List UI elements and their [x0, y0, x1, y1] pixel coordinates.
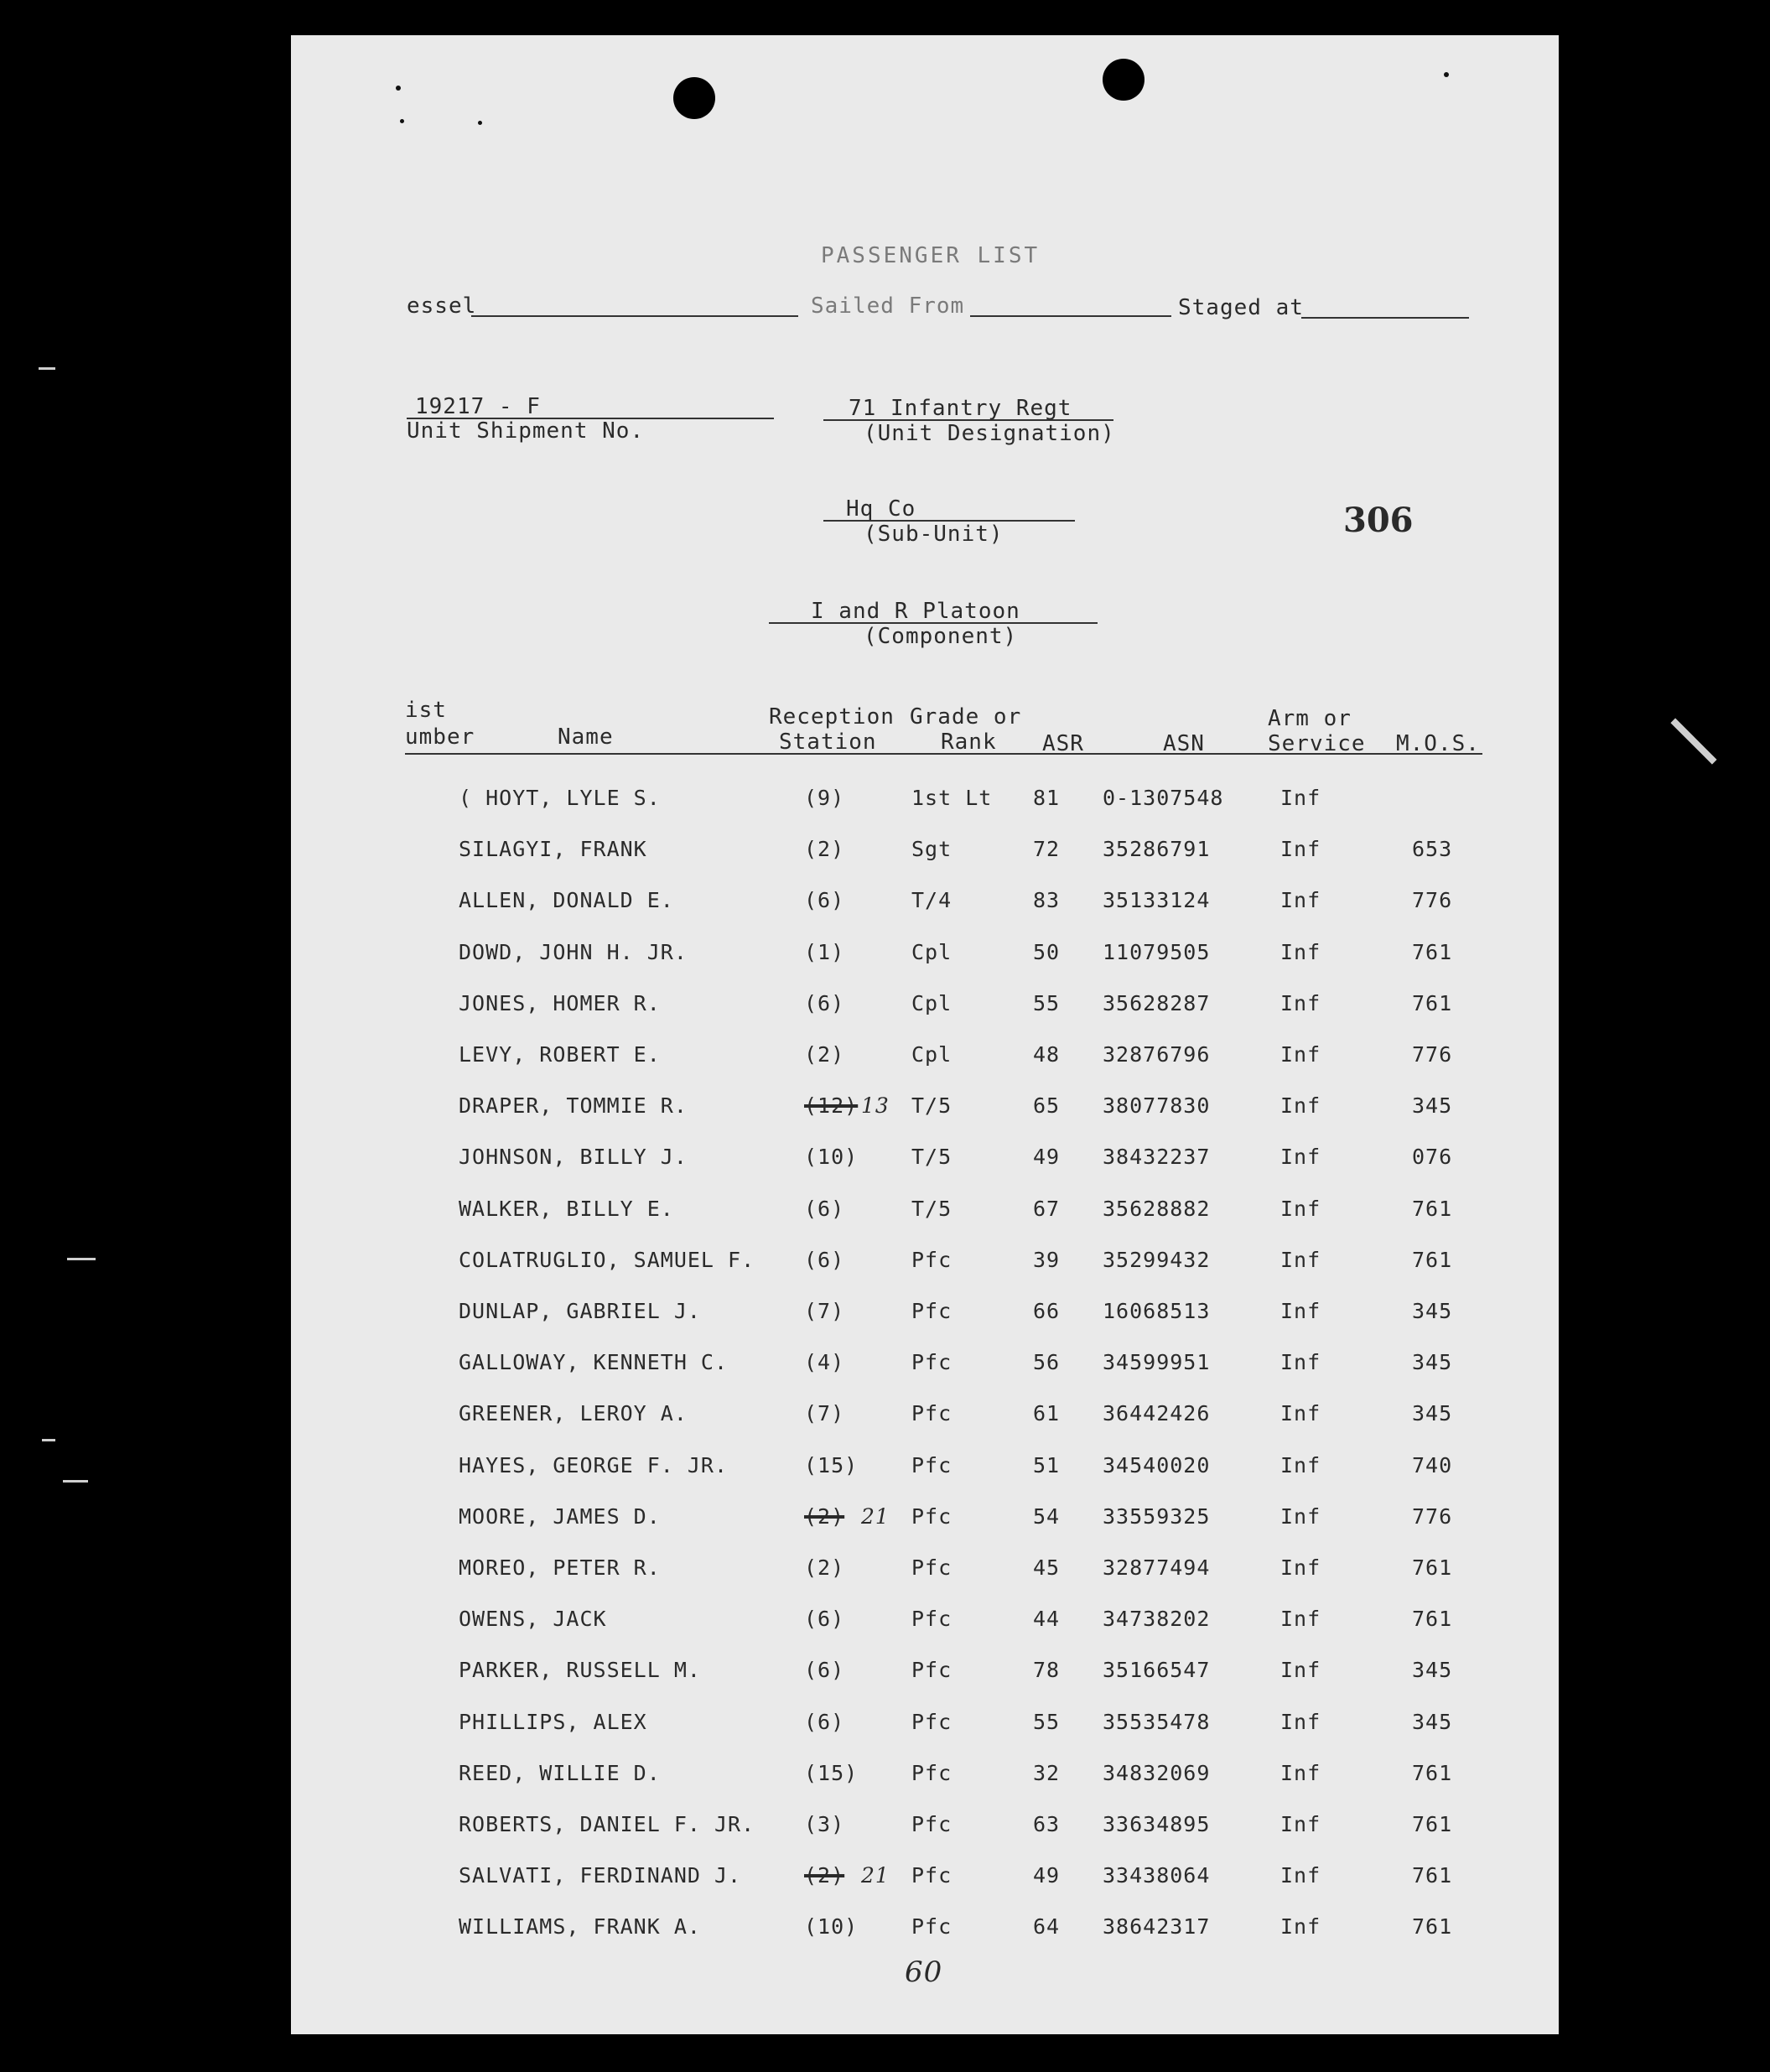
roster-station: (6) [804, 1607, 845, 1631]
roster-arm: Inf [1280, 1607, 1321, 1631]
roster-name: MOREO, PETER R. [459, 1555, 661, 1580]
unit-shipment-value: 19217 - F [415, 394, 541, 419]
roster-asr: 32 [1033, 1761, 1061, 1785]
roster-arm: Inf [1280, 786, 1321, 810]
table-row [291, 1042, 1559, 1076]
roster-arm: Inf [1280, 1145, 1321, 1169]
roster-name: ALLEN, DONALD E. [459, 888, 674, 912]
roster-asn: 35166547 [1103, 1658, 1211, 1682]
roster-station: (2) [804, 1555, 845, 1580]
roster-station: (12) [804, 1093, 859, 1118]
roster-asn: 38642317 [1103, 1914, 1211, 1939]
roster-arm: Inf [1280, 1248, 1321, 1272]
sailed-from-label: Sailed From [811, 293, 965, 319]
table-row [291, 1401, 1559, 1435]
roster-asr: 39 [1033, 1248, 1061, 1272]
roster-asr: 64 [1033, 1914, 1061, 1939]
roster-name: COLATRUGLIO, SAMUEL F. [459, 1248, 755, 1272]
table-row [291, 888, 1559, 922]
roster-grade: Pfc [911, 1863, 952, 1888]
roster-mos: 761 [1412, 1914, 1453, 1939]
roster-asn: 35628287 [1103, 991, 1211, 1015]
roster-asr: 61 [1033, 1401, 1061, 1425]
roster-mos: 761 [1412, 1248, 1453, 1272]
roster-arm: Inf [1280, 1710, 1321, 1734]
roster-mos: 345 [1412, 1299, 1453, 1323]
roster-name: ROBERTS, DANIEL F. JR. [459, 1812, 755, 1836]
roster-station: (7) [804, 1401, 845, 1425]
roster-station: (2) [804, 1042, 845, 1067]
header-list-number-2: umber [405, 724, 475, 750]
table-row [291, 1093, 1559, 1127]
roster-grade: Pfc [911, 1607, 952, 1631]
roster-asn: 0-1307548 [1103, 786, 1224, 810]
roster-mos: 761 [1412, 1863, 1453, 1888]
roster-arm: Inf [1280, 1401, 1321, 1425]
roster-arm: Inf [1280, 1453, 1321, 1477]
roster-arm: Inf [1280, 1093, 1321, 1118]
roster-grade: Pfc [911, 1401, 952, 1425]
roster-name: GALLOWAY, KENNETH C. [459, 1350, 729, 1374]
table-row [291, 991, 1559, 1025]
unit-shipment-label: Unit Shipment No. [407, 418, 645, 444]
roster-station: (6) [804, 1710, 845, 1734]
roster-station: (6) [804, 1197, 845, 1221]
roster-grade: T/5 [911, 1093, 952, 1118]
roster-asr: 72 [1033, 837, 1061, 861]
table-row [291, 837, 1559, 870]
roster-asn: 33559325 [1103, 1504, 1211, 1529]
roster-arm: Inf [1280, 1504, 1321, 1529]
roster-station: (4) [804, 1350, 845, 1374]
roster-name: DUNLAP, GABRIEL J. [459, 1299, 701, 1323]
table-row [291, 786, 1559, 819]
roster-asr: 83 [1033, 888, 1061, 912]
vessel-underline [471, 315, 798, 317]
table-row [291, 1145, 1559, 1178]
vessel-label: essel [407, 293, 477, 319]
roster-grade: T/5 [911, 1197, 952, 1221]
roster-asr: 55 [1033, 991, 1061, 1015]
roster-arm: Inf [1280, 1555, 1321, 1580]
roster-name: GREENER, LEROY A. [459, 1401, 688, 1425]
roster-asr: 67 [1033, 1197, 1061, 1221]
roster-asr: 56 [1033, 1350, 1061, 1374]
roster-station: (2) [804, 837, 845, 861]
roster-mos: 761 [1412, 1607, 1453, 1631]
roster-arm: Inf [1280, 1350, 1321, 1374]
roster-asn: 33634895 [1103, 1812, 1211, 1836]
roster-asr: 49 [1033, 1145, 1061, 1169]
table-row [291, 1299, 1559, 1332]
header-list-number-1: ist [405, 698, 447, 723]
handwritten-page-note: 60 [905, 1955, 943, 1989]
roster-arm: Inf [1280, 1863, 1321, 1888]
roster-grade: Pfc [911, 1453, 952, 1477]
roster-name: SILAGYI, FRANK [459, 837, 647, 861]
table-row [291, 1607, 1559, 1640]
roster-grade: Pfc [911, 1555, 952, 1580]
speck [400, 119, 404, 123]
roster-station: (6) [804, 1248, 845, 1272]
roster-mos: 653 [1412, 837, 1453, 861]
form-title: PASSENGER LIST [821, 243, 1041, 268]
page-stamp-number: 306 [1343, 501, 1414, 540]
roster-station-correction: 13 [861, 1093, 890, 1118]
roster-station-correction: 21 [861, 1504, 890, 1529]
sailed-from-underline [970, 315, 1171, 317]
header-arm-1: Arm or [1268, 706, 1352, 731]
roster-station: (2) [804, 1504, 845, 1529]
roster-asn: 38432237 [1103, 1145, 1211, 1169]
roster-asr: 63 [1033, 1812, 1061, 1836]
roster-mos: 076 [1412, 1145, 1453, 1169]
roster-grade: Pfc [911, 1658, 952, 1682]
roster-name: PHILLIPS, ALEX [459, 1710, 647, 1734]
scan-mark [39, 367, 55, 370]
roster-grade: Pfc [911, 1299, 952, 1323]
roster-station: (9) [804, 786, 845, 810]
table-row [291, 1658, 1559, 1691]
roster-asr: 65 [1033, 1093, 1061, 1118]
roster-grade: Pfc [911, 1914, 952, 1939]
roster-mos: 761 [1412, 991, 1453, 1015]
roster-mos: 761 [1412, 1555, 1453, 1580]
roster-asr: 51 [1033, 1453, 1061, 1477]
roster-mos: 761 [1412, 1812, 1453, 1836]
table-row [291, 1504, 1559, 1538]
roster-mos: 761 [1412, 940, 1453, 964]
roster-arm: Inf [1280, 940, 1321, 964]
header-arm-2: Service [1268, 731, 1366, 756]
roster-grade: Pfc [911, 1504, 952, 1529]
roster-mos: 345 [1412, 1710, 1453, 1734]
roster-arm: Inf [1280, 1812, 1321, 1836]
header-grade-1: Grade or [910, 704, 1022, 730]
roster-asn: 34599951 [1103, 1350, 1211, 1374]
roster-asr: 48 [1033, 1042, 1061, 1067]
roster-asr: 44 [1033, 1607, 1061, 1631]
roster-name: WILLIAMS, FRANK A. [459, 1914, 701, 1939]
table-row [291, 1453, 1559, 1487]
roster-asn: 35299432 [1103, 1248, 1211, 1272]
scan-mark [63, 1480, 88, 1483]
header-grade-2: Rank [941, 730, 997, 755]
punch-hole-left [673, 77, 715, 119]
unit-designation-value: 71 Infantry Regt [849, 396, 1072, 421]
header-name: Name [558, 724, 614, 750]
roster-arm: Inf [1280, 1197, 1321, 1221]
roster-asr: 45 [1033, 1555, 1061, 1580]
roster-asn: 34832069 [1103, 1761, 1211, 1785]
roster-station: (6) [804, 991, 845, 1015]
roster-asr: 55 [1033, 1710, 1061, 1734]
roster-station: (6) [804, 1658, 845, 1682]
roster-grade: Cpl [911, 940, 952, 964]
roster-asn: 35133124 [1103, 888, 1211, 912]
roster-grade: Pfc [911, 1761, 952, 1785]
roster-arm: Inf [1280, 991, 1321, 1015]
roster-mos: 345 [1412, 1093, 1453, 1118]
roster-arm: Inf [1280, 1042, 1321, 1067]
table-row [291, 1914, 1559, 1948]
roster-mos: 776 [1412, 1504, 1453, 1529]
header-reception-1: Reception [769, 704, 895, 730]
sub-unit-value: Hq Co [846, 496, 916, 522]
table-row [291, 1248, 1559, 1281]
roster-asn: 35628882 [1103, 1197, 1211, 1221]
roster-name: MOORE, JAMES D. [459, 1504, 661, 1529]
roster-mos: 761 [1412, 1197, 1453, 1221]
roster-station: (2) [804, 1863, 845, 1888]
roster-name: REED, WILLIE D. [459, 1761, 661, 1785]
header-reception-2: Station [779, 730, 877, 755]
roster-asr: 81 [1033, 786, 1061, 810]
roster-asn: 16068513 [1103, 1299, 1211, 1323]
roster-grade: T/5 [911, 1145, 952, 1169]
roster-station: (6) [804, 888, 845, 912]
header-underline [405, 753, 1482, 755]
roster-grade: Sgt [911, 837, 952, 861]
roster-name: DRAPER, TOMMIE R. [459, 1093, 688, 1118]
speck [1444, 72, 1449, 77]
roster-station: (10) [804, 1914, 859, 1939]
header-asr: ASR [1042, 731, 1084, 756]
roster-station: (1) [804, 940, 845, 964]
table-row [291, 1863, 1559, 1897]
roster-asn: 38077830 [1103, 1093, 1211, 1118]
roster-station: (10) [804, 1145, 859, 1169]
table-row [291, 1710, 1559, 1743]
roster-asr: 66 [1033, 1299, 1061, 1323]
roster-arm: Inf [1280, 1299, 1321, 1323]
roster-asn: 11079505 [1103, 940, 1211, 964]
header-asn: ASN [1163, 731, 1205, 756]
roster-asn: 34540020 [1103, 1453, 1211, 1477]
component-label: (Component) [864, 624, 1018, 649]
passenger-list-page [291, 35, 1559, 2034]
roster-grade: Pfc [911, 1812, 952, 1836]
roster-mos: 761 [1412, 1761, 1453, 1785]
roster-grade: Pfc [911, 1248, 952, 1272]
speck [396, 86, 401, 91]
roster-arm: Inf [1280, 888, 1321, 912]
roster-name: ( HOYT, LYLE S. [459, 786, 661, 810]
table-row [291, 1761, 1559, 1794]
component-value: I and R Platoon [811, 599, 1020, 624]
roster-grade: Pfc [911, 1350, 952, 1374]
roster-asn: 35535478 [1103, 1710, 1211, 1734]
roster-name: SALVATI, FERDINAND J. [459, 1863, 742, 1888]
roster-arm: Inf [1280, 1914, 1321, 1939]
scan-mark [67, 1258, 96, 1260]
roster-grade: Cpl [911, 991, 952, 1015]
roster-grade: T/4 [911, 888, 952, 912]
roster-name: HAYES, GEORGE F. JR. [459, 1453, 729, 1477]
roster-name: DOWD, JOHN H. JR. [459, 940, 688, 964]
roster-name: JOHNSON, BILLY J. [459, 1145, 688, 1169]
roster-mos: 776 [1412, 888, 1453, 912]
table-row [291, 940, 1559, 974]
roster-asn: 33438064 [1103, 1863, 1211, 1888]
roster-asn: 34738202 [1103, 1607, 1211, 1631]
roster-arm: Inf [1280, 1658, 1321, 1682]
roster-station: (7) [804, 1299, 845, 1323]
punch-hole-right [1103, 59, 1145, 101]
roster-station: (3) [804, 1812, 845, 1836]
roster-mos: 776 [1412, 1042, 1453, 1067]
roster-arm: Inf [1280, 1761, 1321, 1785]
roster-grade: Cpl [911, 1042, 952, 1067]
roster-asr: 78 [1033, 1658, 1061, 1682]
roster-asn: 35286791 [1103, 837, 1211, 861]
table-row [291, 1812, 1559, 1846]
roster-name: WALKER, BILLY E. [459, 1197, 674, 1221]
roster-asn: 36442426 [1103, 1401, 1211, 1425]
scan-mark [42, 1439, 55, 1441]
roster-name: JONES, HOMER R. [459, 991, 661, 1015]
scan-mark [1670, 718, 1716, 764]
unit-designation-label: (Unit Designation) [864, 421, 1115, 446]
roster-mos: 345 [1412, 1658, 1453, 1682]
roster-grade: Pfc [911, 1710, 952, 1734]
roster-mos: 345 [1412, 1401, 1453, 1425]
roster-grade: 1st Lt [911, 786, 993, 810]
roster-station-correction: 21 [861, 1863, 890, 1888]
roster-name: LEVY, ROBERT E. [459, 1042, 661, 1067]
roster-station: (15) [804, 1761, 859, 1785]
roster-arm: Inf [1280, 837, 1321, 861]
roster-mos: 345 [1412, 1350, 1453, 1374]
staged-at-underline [1301, 317, 1469, 319]
table-row [291, 1555, 1559, 1589]
roster-name: OWENS, JACK [459, 1607, 607, 1631]
roster-asr: 54 [1033, 1504, 1061, 1529]
roster-name: PARKER, RUSSELL M. [459, 1658, 701, 1682]
roster-asn: 32877494 [1103, 1555, 1211, 1580]
speck [478, 121, 482, 125]
sub-unit-label: (Sub-Unit) [864, 522, 1004, 547]
roster-station: (15) [804, 1453, 859, 1477]
roster-mos: 740 [1412, 1453, 1453, 1477]
roster-asr: 49 [1033, 1863, 1061, 1888]
table-row [291, 1350, 1559, 1384]
staged-at-label: Staged at [1178, 295, 1304, 320]
roster-asn: 32876796 [1103, 1042, 1211, 1067]
table-row [291, 1197, 1559, 1230]
header-mos: M.O.S. [1396, 731, 1480, 756]
roster-asr: 50 [1033, 940, 1061, 964]
